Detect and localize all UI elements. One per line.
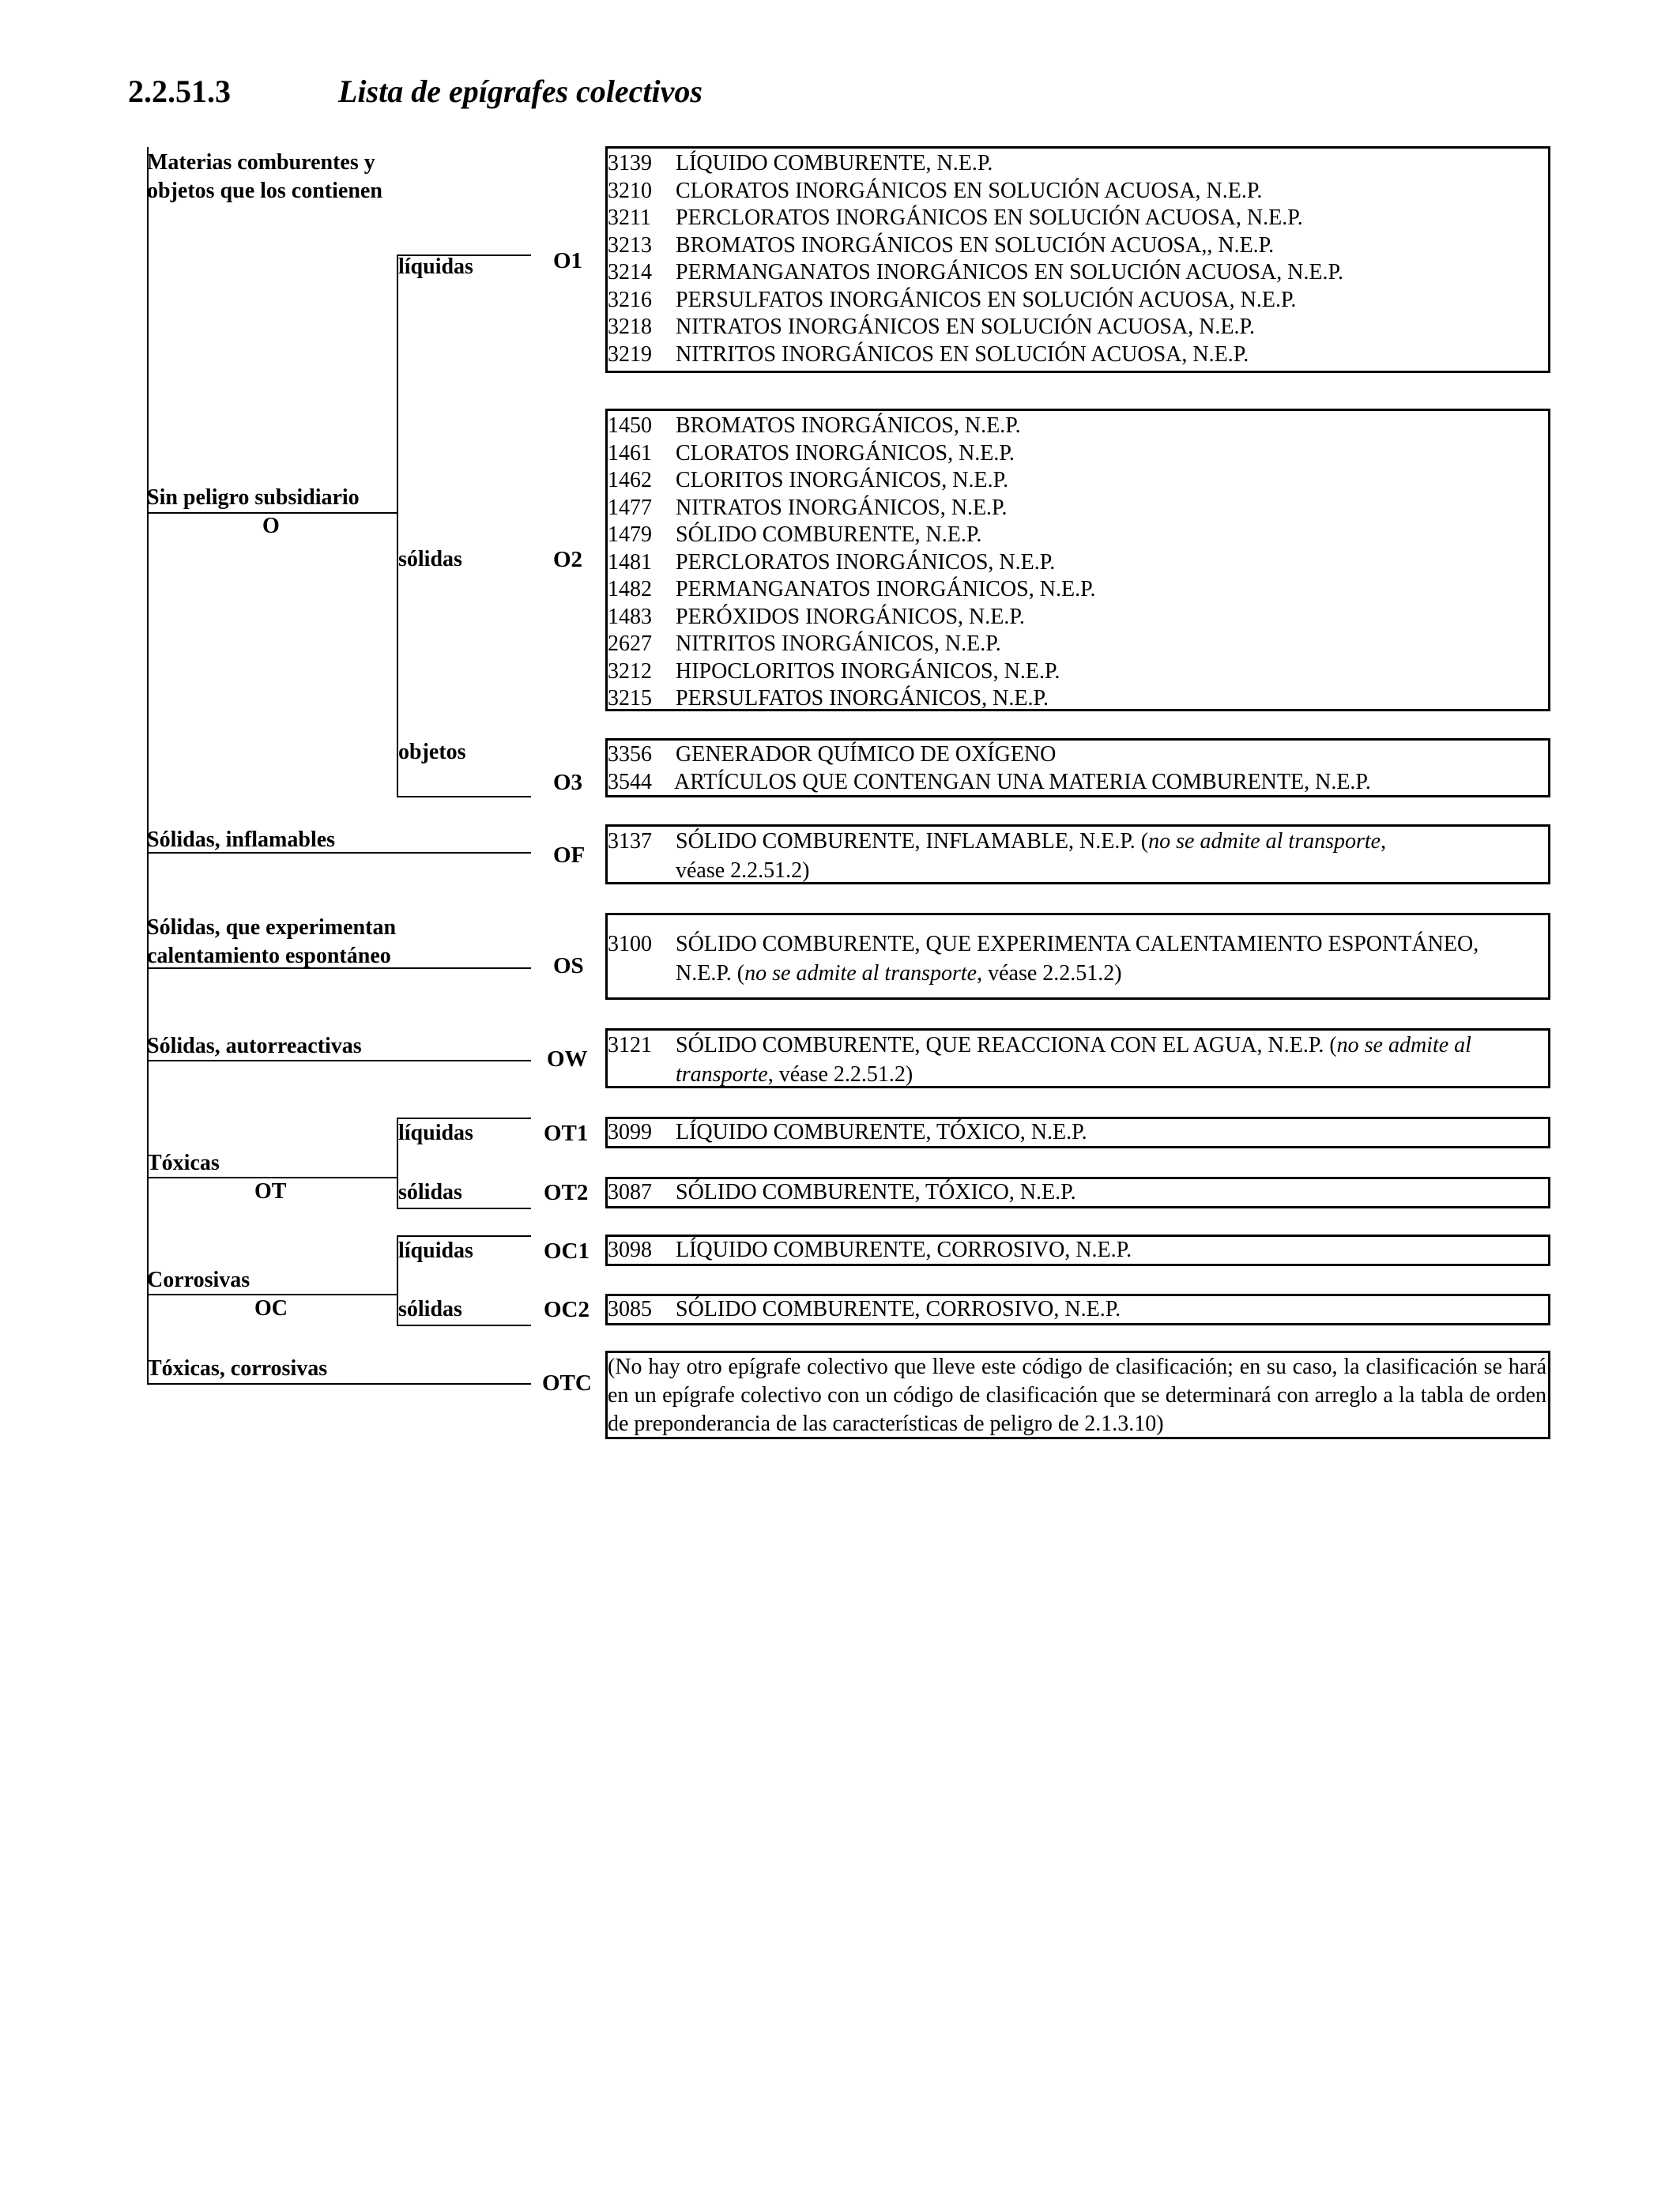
otc-note: (No hay otro epígrafe colectivo que lleve este código de clasificación; en su caso, la clasificación se hará en un epígrafe colectivo con un código de clasificación que se determinará con arreglo a la tabla de orden de preponderancia de las características de peligro de 2.1.3.10) [608,1355,1546,1436]
entry-line2-post: , véase 2.2.51.2) [767,1062,913,1087]
tree-otc-line [147,1383,531,1385]
category-flammable: Sólidas, inflamables [147,827,336,852]
tree-oc1-line [397,1235,531,1237]
tree-main-vertical [147,147,149,1385]
entry-name: ARTÍCULOS QUE CONTENGAN UNA MATERIA COMBURENTE, N.E.P. [674,769,1371,794]
sub-solids-ot2: sólidas [398,1180,462,1204]
code-otc: OTC [542,1370,592,1396]
entry-tail: , [1381,829,1387,854]
section-title: Lista de epígrafes colectivos [338,74,703,109]
category-corrosive-code: OC [254,1296,288,1321]
un-number: 3211 [608,205,651,230]
category-corrosive: Corrosivas [147,1268,250,1292]
un-number: 3085 [608,1297,652,1321]
entries-box-oc2 [605,1294,1550,1325]
list-item [608,1296,1548,1324]
entry-name: NITRITOS INORGÁNICOS EN SOLUCIÓN ACUOSA, N.E.P. [676,341,1249,367]
list-item [608,150,1548,178]
un-number: 3098 [608,1238,652,1262]
entry-line2-post: , véase 2.2.51.2) [977,961,1122,986]
entry-continuation [608,959,1548,988]
sub-liquids-ot1: líquidas [398,1121,473,1145]
un-number: 3215 [608,686,652,711]
entry-name: SÓLIDO COMBURENTE, INFLAMABLE, N.E.P. ( [676,829,1149,854]
entry-name: LÍQUIDO COMBURENTE, CORROSIVO, N.E.P. [676,1238,1132,1262]
list-item [608,576,1548,604]
entries-box-oc1 [605,1235,1550,1266]
tree-ot1-line [397,1118,531,1119]
code-o1: O1 [553,248,583,273]
code-of: OF [553,843,586,868]
entry-note-italic-2: transporte [676,1062,768,1087]
list-item [608,1237,1548,1265]
entry-line2-pre: N.E.P. ( [676,961,745,986]
list-item [608,440,1548,468]
entry-continuation [608,856,1548,885]
entry-note-italic: no se admite al transporte [744,961,977,986]
code-oc1: OC1 [544,1238,590,1264]
list-item [608,827,1548,856]
list-item [608,413,1548,440]
list-item [608,1119,1548,1147]
sub-liquids-o1: líquidas [398,254,473,279]
un-number: 1481 [608,549,652,575]
entries-box-o3 [605,738,1550,797]
entry-name: PERCLORATOS INORGÁNICOS EN SOLUCIÓN ACUOSA, N.E.P. [676,205,1303,230]
tree-oc2-line [397,1325,531,1326]
section-number: 2.2.51.3 [128,74,231,109]
list-item [608,658,1548,686]
un-number: 3544 [608,769,652,794]
entries-box-ow [605,1028,1550,1088]
entries-box-o1 [605,146,1550,373]
list-item [608,741,1548,769]
entry-name: NITRITOS INORGÁNICOS, N.E.P. [676,631,1001,656]
entry-note-italic: no se admite al [1336,1033,1471,1057]
entry-name: PERCLORATOS INORGÁNICOS, N.E.P. [676,549,1056,575]
un-number: 1479 [608,522,652,547]
entry-name: LÍQUIDO COMBURENTE, TÓXICO, N.E.P. [676,1120,1087,1144]
entries-box-otc [605,1351,1550,1439]
list-item [608,929,1548,959]
entry-name: SÓLIDO COMBURENTE, QUE REACCIONA CON EL AGUA, N.E.P. ( [676,1033,1337,1057]
entry-name: SÓLIDO COMBURENTE, QUE EXPERIMENTA CALENTAMIENTO ESPONTÁNEO, [676,932,1479,956]
category-no-subsidiary-code: O [262,514,280,538]
un-number: 3214 [608,260,652,285]
list-item [608,259,1548,287]
sub-solids-oc2: sólidas [398,1297,462,1321]
un-number: 3212 [608,658,652,684]
un-number: 2627 [608,631,652,656]
list-item [608,1179,1548,1207]
list-item [608,522,1548,549]
entries-box-of [605,824,1550,884]
list-item [608,287,1548,315]
entry-name: PERMANGANATOS INORGÁNICOS EN SOLUCIÓN ACUOSA, N.E.P. [676,260,1344,285]
un-number: 1482 [608,577,652,601]
entries-box-o2 [605,409,1550,711]
list-item [608,604,1548,631]
entries-box-os [605,913,1550,1000]
category-self-reactive: Sólidas, autorreactivas [147,1034,362,1058]
code-ot1: OT1 [544,1121,589,1146]
category-self-heating: Sólidas, que experimentan calentamiento espontáneo [147,915,397,968]
list-item [608,685,1548,713]
code-ow: OW [547,1046,588,1072]
entry-name: PERÓXIDOS INORGÁNICOS, N.E.P. [676,604,1025,629]
un-number: 3216 [608,287,652,312]
entries-box-ot2 [605,1177,1550,1208]
entry-name: BROMATOS INORGÁNICOS, N.E.P. [676,413,1021,438]
entry-name: PERMANGANATOS INORGÁNICOS, N.E.P. [676,577,1096,601]
entry-name: CLORATOS INORGÁNICOS, N.E.P. [676,440,1015,466]
un-number: 3139 [608,151,652,175]
tree-ot2-line [397,1208,531,1209]
list-item [608,631,1548,658]
category-toxic-code: OT [254,1179,287,1204]
entry-name: CLORATOS INORGÁNICOS EN SOLUCIÓN ACUOSA, N.E.P. [676,178,1263,203]
un-number: 1462 [608,468,652,492]
code-os: OS [553,953,584,978]
list-item [608,1031,1548,1060]
entry-name: HIPOCLORITOS INORGÁNICOS, N.E.P. [676,658,1060,684]
entry-continuation [608,1060,1548,1089]
entry-name: PERSULFATOS INORGÁNICOS EN SOLUCIÓN ACUOSA, N.E.P. [676,287,1297,312]
entry-name: PERSULFATOS INORGÁNICOS, N.E.P. [676,686,1049,711]
list-item [608,205,1548,232]
un-number: 3121 [608,1033,652,1057]
tree-o3-line [397,796,531,797]
category-toxic: Tóxicas [147,1151,220,1175]
entry-name: NITRATOS INORGÁNICOS EN SOLUCIÓN ACUOSA, N.E.P. [676,315,1255,339]
list-item [608,495,1548,522]
un-number: 1477 [608,495,652,520]
un-number: 1483 [608,604,652,629]
sub-liquids-oc1: líquidas [398,1238,473,1263]
entry-name: NITRATOS INORGÁNICOS, N.E.P. [676,495,1008,520]
un-number: 3099 [608,1120,652,1144]
entry-name: SÓLIDO COMBURENTE, N.E.P. [676,522,982,547]
entry-name: SÓLIDO COMBURENTE, TÓXICO, N.E.P. [676,1180,1076,1204]
list-item [608,467,1548,495]
entry-name: GENERADOR QUÍMICO DE OXÍGENO [676,742,1057,767]
category-main: Materias comburentes y objetos que los contienen [147,150,382,203]
entry-name: BROMATOS INORGÁNICOS EN SOLUCIÓN ACUOSA,, N.E.P. [676,232,1275,258]
un-number: 3100 [608,932,652,956]
code-o2: O2 [553,547,583,572]
category-no-subsidiary: Sin peligro subsidiario [147,485,360,510]
un-number: 3218 [608,315,652,339]
un-number: 3210 [608,178,652,203]
sub-objects-o3: objetos [398,740,466,764]
list-item [608,178,1548,205]
list-item [608,232,1548,260]
un-number: 3356 [608,742,652,767]
code-ot2: OT2 [544,1180,589,1205]
list-item [608,549,1548,577]
entries-box-ot1 [605,1117,1550,1148]
sub-solids-o2: sólidas [398,547,462,571]
code-oc2: OC2 [544,1297,590,1322]
code-o3: O3 [553,770,583,795]
list-item [608,341,1548,369]
un-number: 3087 [608,1180,652,1204]
entry-name: CLORITOS INORGÁNICOS, N.E.P. [676,468,1009,492]
tree-o-vertical [397,254,398,797]
list-item [608,769,1548,797]
un-number: 3213 [608,232,652,258]
un-number: 1450 [608,413,652,438]
list-item [608,314,1548,341]
entry-line2: véase 2.2.51.2) [676,858,810,883]
un-number: 1461 [608,440,652,466]
entry-note-italic: no se admite al transporte [1148,829,1381,854]
un-number: 3219 [608,341,652,367]
entry-name: LÍQUIDO COMBURENTE, N.E.P. [676,151,993,175]
un-number: 3137 [608,829,652,854]
category-toxic-corrosive: Tóxicas, corrosivas [147,1356,328,1381]
entry-name: SÓLIDO COMBURENTE, CORROSIVO, N.E.P. [676,1297,1121,1321]
